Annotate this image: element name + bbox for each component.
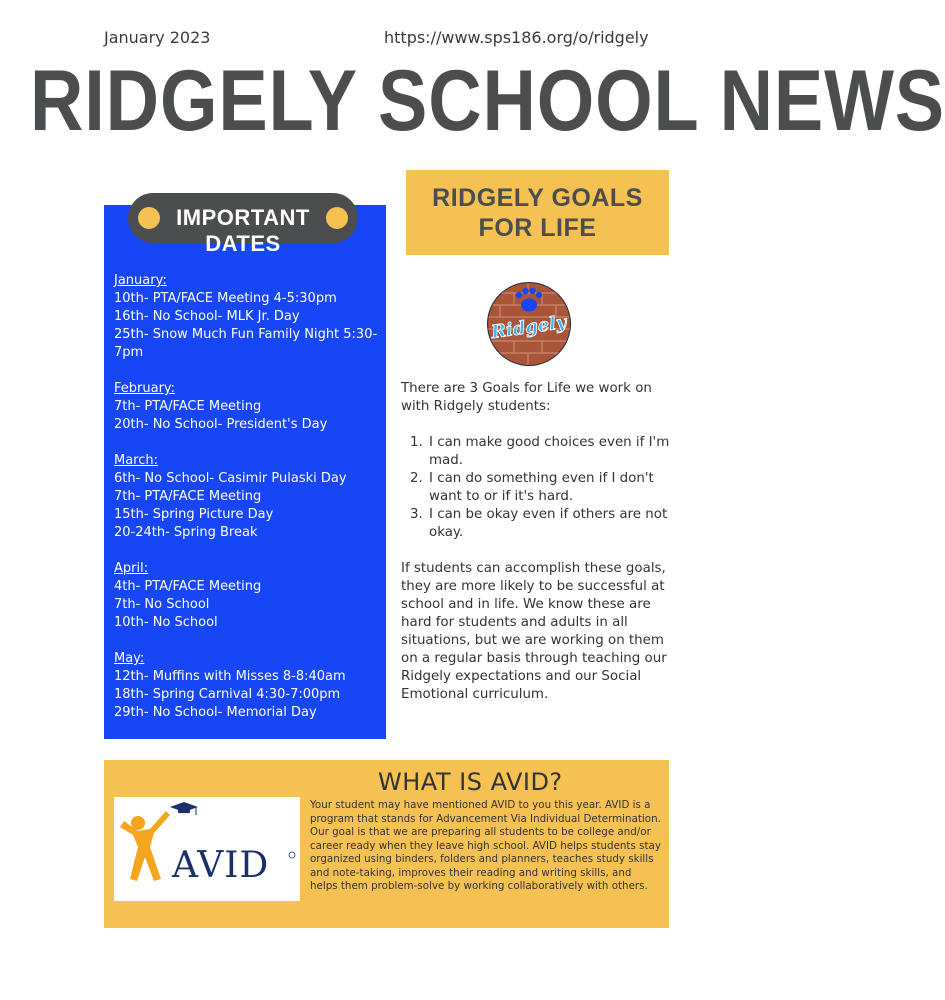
date-event: 12th- Muffins with Misses 8-8:40am <box>114 669 346 684</box>
goals-list <box>401 434 673 542</box>
goals-outro: If students can accomplish these goals, they are more likely to be successful at school and in life. We know these are hard for students and adults in all situations, but we are working on them on a regular basis through teaching our Ridgely expectations and our Social Emotional curriculum. <box>401 561 667 702</box>
month-january <box>114 272 380 362</box>
month-name: March: <box>114 453 159 468</box>
month-name: May: <box>114 651 145 666</box>
date-event: 7th- PTA/FACE Meeting <box>114 399 262 414</box>
goals-banner <box>406 170 669 255</box>
banner-dot-left <box>138 207 160 229</box>
month-name: April: <box>114 561 149 576</box>
registered-mark-icon <box>289 852 295 858</box>
goals-text <box>401 380 673 704</box>
newsletter-title: RIDGELY SCHOOL NEWS <box>30 53 945 149</box>
important-dates-heading: IMPORTANT DATES <box>176 205 310 256</box>
month-name: February: <box>114 381 176 396</box>
month-april <box>114 560 380 632</box>
goals-intro: There are 3 Goals for Life we work on with Ridgely students: <box>401 381 652 414</box>
date-event: 25th- Snow Much Fun Family Night 5:30-7pm <box>114 327 378 360</box>
date-event: 4th- PTA/FACE Meeting <box>114 579 262 594</box>
logo-text: Ridgely <box>489 311 568 344</box>
goals-title: RIDGELY GOALS FOR LIFE <box>432 183 643 242</box>
goal-item: 2. I can do something even if I don't want to or if it's hard. <box>427 470 673 506</box>
newsletter-date: January 2023 <box>104 28 211 47</box>
date-event: 10th- PTA/FACE Meeting 4-5:30pm <box>114 291 337 306</box>
person-figure-icon <box>120 811 170 881</box>
date-event: 7th- PTA/FACE Meeting <box>114 489 262 504</box>
date-event: 15th- Spring Picture Day <box>114 507 274 522</box>
avid-logo-text: AVID <box>172 845 270 886</box>
month-february <box>114 380 380 434</box>
banner-dot-right <box>326 207 348 229</box>
school-url: https://www.sps186.org/o/ridgely <box>384 28 649 47</box>
month-name: January: <box>114 273 167 288</box>
goal-item: 3. I can be okay even if others are not okay. <box>427 506 673 542</box>
month-may <box>114 650 380 722</box>
date-event: 20th- No School- President's Day <box>114 417 328 432</box>
date-event: 18th- Spring Carnival 4:30-7:00pm <box>114 687 341 702</box>
month-march <box>114 452 380 542</box>
graduation-cap-icon <box>170 802 198 815</box>
date-event: 7th- No School <box>114 597 210 612</box>
date-event: 10th- No School <box>114 615 218 630</box>
avid-description: Your student may have mentioned AVID to you this year. AVID is a program that stands for Advancement Via Individual Determination. Our goal is that we are preparing all students to be college and/or career ready when they leave high school. AVID helps students stay organized using binders, folders and planners, teaches study skills and note-taking, improves their reading and writing skills, and helps them problem-solve by working collaboratively with others. <box>310 799 661 892</box>
goal-item: 1. I can make good choices even if I'm mad. <box>427 434 673 470</box>
date-event: 6th- No School- Casimir Pulaski Day <box>114 471 347 486</box>
date-event: 20-24th- Spring Break <box>114 525 258 540</box>
date-event: 16th- No School- MLK Jr. Day <box>114 309 300 324</box>
important-dates-list <box>114 272 380 740</box>
ridgely-logo <box>486 281 572 367</box>
date-event: 29th- No School- Memorial Day <box>114 705 317 720</box>
avid-title: WHAT IS AVID? <box>378 768 563 796</box>
important-dates-banner <box>128 193 358 256</box>
avid-logo <box>114 797 300 901</box>
